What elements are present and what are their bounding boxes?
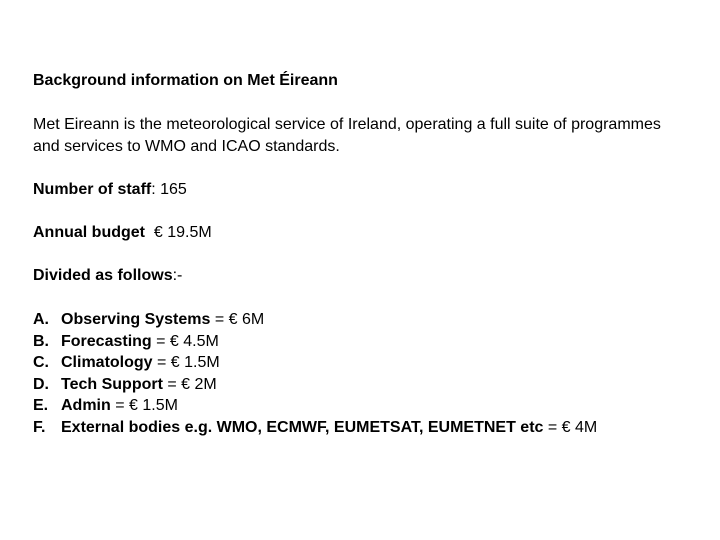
page-title: Background information on Met Éireann bbox=[33, 72, 338, 89]
intro-paragraph: Met Eireann is the meteorological service of Ireland, operating a full suite of programmes and services to WMO and ICAO standards. bbox=[33, 116, 661, 155]
list-item bbox=[33, 309, 693, 331]
staff-label: Number of staff bbox=[33, 181, 152, 198]
list-item-name: Forecasting bbox=[61, 332, 152, 350]
slide-content bbox=[33, 70, 693, 439]
staff-separator: : bbox=[151, 181, 156, 198]
list-item-name: External bodies e.g. WMO, ECMWF, EUMETSAT, EUMETNET etc bbox=[61, 418, 544, 436]
budget-value: € 19.5M bbox=[144, 224, 212, 241]
budget-label: Annual budget bbox=[33, 224, 145, 241]
list-item-letter: A. bbox=[33, 311, 49, 328]
list-item bbox=[33, 331, 693, 353]
list-item-letter: B. bbox=[33, 332, 49, 350]
list-item bbox=[33, 395, 693, 417]
divided-separator: :- bbox=[172, 267, 183, 284]
staff-count bbox=[33, 179, 693, 201]
list-item-value: = € 1.5M bbox=[152, 354, 220, 372]
list-item-value: = € 6M bbox=[210, 311, 265, 328]
list-item-name: Tech Support bbox=[61, 375, 163, 393]
list-item-name: Admin bbox=[61, 397, 111, 415]
divided-label: Divided as follows bbox=[33, 267, 173, 284]
list-item-letter: D. bbox=[33, 375, 49, 393]
list-item bbox=[33, 374, 693, 396]
list-item-value: = € 4.5M bbox=[151, 332, 219, 350]
staff-value: 165 bbox=[155, 181, 187, 198]
list-item-value: = € 4M bbox=[543, 418, 598, 436]
list-item-name: Observing Systems bbox=[61, 311, 211, 328]
list-item-name: Climatology bbox=[61, 354, 153, 372]
list-item-letter: E. bbox=[33, 397, 49, 415]
annual-budget bbox=[33, 222, 693, 244]
list-item-letter: F. bbox=[33, 418, 46, 436]
list-item-letter: C. bbox=[33, 354, 49, 372]
list-item-value: = € 1.5M bbox=[110, 397, 178, 415]
divided-heading bbox=[33, 265, 693, 287]
budget-breakdown-list bbox=[33, 309, 693, 439]
list-item bbox=[33, 417, 693, 439]
list-item bbox=[33, 352, 693, 374]
list-item-value: = € 2M bbox=[162, 375, 217, 393]
